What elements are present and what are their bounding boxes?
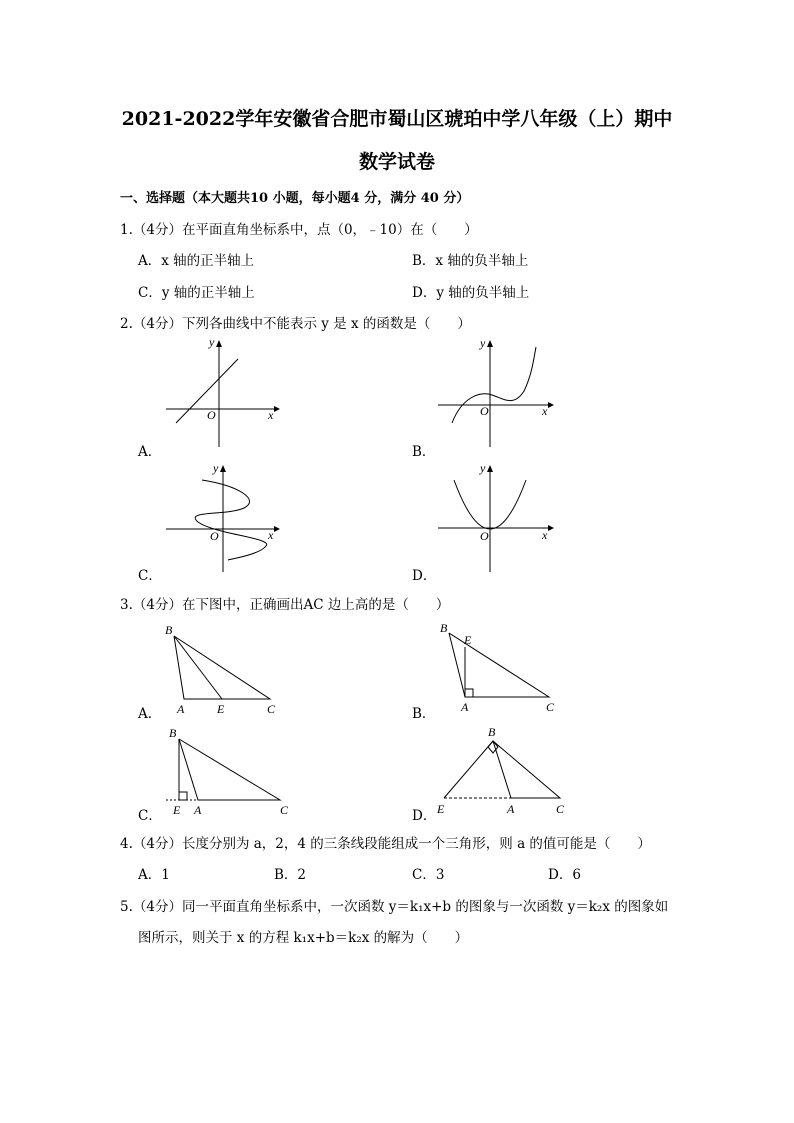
q3a-label-a: A: [177, 702, 185, 716]
q4-option-b: B．2: [274, 867, 307, 883]
q1-option-c: C．y 轴的正半轴上: [138, 285, 255, 301]
q3d-label-c: C: [556, 802, 565, 816]
q3b-label-c: C: [546, 700, 555, 714]
q2c-origin: O: [210, 529, 219, 543]
q2-option-d: D．: [412, 568, 437, 584]
q2-graph-d: [436, 460, 556, 575]
page-title-line1: 2021-2022学年安徽省合肥市蜀山区琥珀中学八年级（上）期中: [121, 108, 673, 130]
q2c-x-label: x: [268, 528, 274, 542]
q3-option-b: B．: [412, 706, 436, 722]
q1-option-a: A．x 轴的正半轴上: [138, 253, 255, 269]
section-heading: 一、选择题（本大题共10 小题，每小题4 分，满分 40 分）: [120, 191, 470, 206]
q3c-label-e: E: [173, 803, 181, 817]
q3b-label-b: B: [440, 621, 448, 635]
q4-stem: 4.（4分）长度分别为 a，2，4 的三条线段能组成一个三角形，则 a 的值可能是（ ）: [120, 836, 651, 852]
q2a-x-label: x: [268, 408, 274, 422]
q3-figure-a: [160, 620, 290, 718]
q3-figure-b: [432, 616, 567, 718]
q5-stem-line2: 图所示，则关于 x 的方程 k₁x+b＝k₂x 的解为（ ）: [138, 930, 469, 946]
q2b-x-label: x: [542, 404, 548, 418]
q3a-label-e: E: [217, 702, 225, 716]
q2-option-c: C．: [138, 568, 162, 584]
q3-figure-c: [160, 722, 295, 822]
q3c-label-b: B: [169, 726, 177, 740]
q2b-origin: O: [480, 404, 489, 418]
q3-option-a: A．: [138, 706, 162, 722]
q3c-label-c: C: [280, 803, 289, 817]
q2-graph-c: [162, 460, 282, 575]
q2-graph-b: [436, 335, 556, 450]
q4-option-a: A．1: [138, 867, 170, 883]
q3d-label-e: E: [437, 802, 445, 816]
q3-option-d: D．: [412, 808, 437, 824]
q2b-y-label: y: [480, 336, 486, 350]
q2-graph-a: [162, 335, 282, 450]
q2d-x-label: x: [542, 528, 548, 542]
q1-option-d: D．y 轴的负半轴上: [412, 285, 530, 301]
q3-figure-d: [434, 722, 574, 822]
q3a-label-c: C: [267, 702, 276, 716]
q3b-label-e: E: [464, 633, 472, 647]
q2d-origin: O: [480, 529, 489, 543]
q4-option-c: C．3: [412, 867, 445, 883]
q2-option-a: A．: [138, 444, 162, 460]
q2a-y-label: y: [209, 335, 215, 349]
page-title-line2: 数学试卷: [358, 151, 435, 173]
q2-stem: 2.（4分）下列各曲线中不能表示 y 是 x 的函数是（ ）: [120, 316, 471, 332]
q3-option-c: C．: [138, 808, 162, 824]
q2d-y-label: y: [480, 461, 486, 475]
q2c-y-label: y: [213, 461, 219, 475]
q1-option-b: B．x 轴的负半轴上: [412, 253, 529, 269]
q1-stem: 1.（4分）在平面直角坐标系中，点（0，﹣10）在（ ）: [120, 222, 478, 238]
q5-stem-line1: 5.（4分）同一平面直角坐标系中，一次函数 y＝k₁x+b 的图象与一次函数 y＝k₂x 的图象如: [120, 899, 669, 915]
q3c-label-a: A: [194, 803, 202, 817]
q4-option-d: D．6: [548, 867, 581, 883]
q3-stem: 3.（4分）在下图中，正确画出AC 边上高的是（ ）: [120, 597, 450, 613]
q2-option-b: B．: [412, 444, 436, 460]
q3d-label-a: A: [507, 802, 515, 816]
q2a-origin: O: [207, 408, 216, 422]
q3a-label-b: B: [165, 623, 173, 637]
q3d-label-b: B: [488, 725, 496, 739]
q3b-label-a: A: [461, 700, 469, 714]
